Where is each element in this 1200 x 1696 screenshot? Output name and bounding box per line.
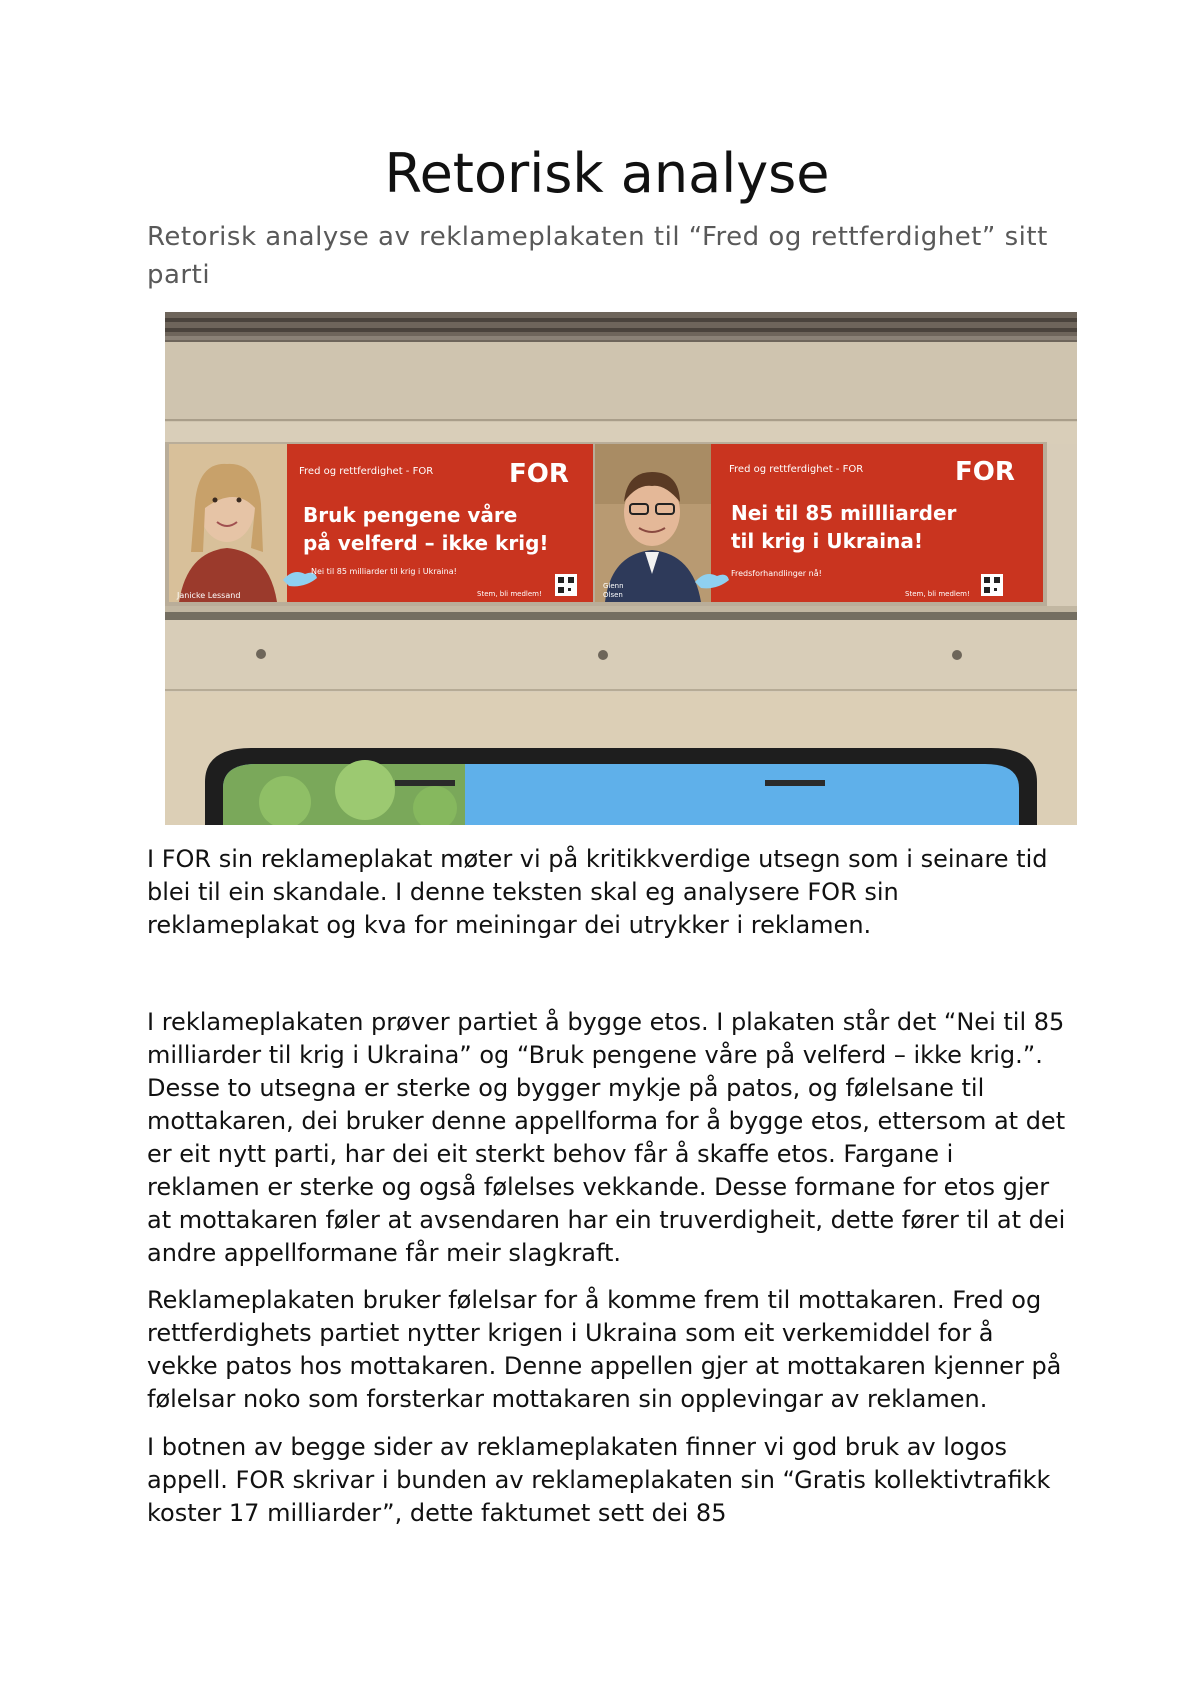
document-subtitle: Retorisk analyse av reklameplakaten til “Fred og rettferdighet” sitt parti [147,222,1048,290]
poster-right-headline-2: til krig i Ukraina! [731,529,923,553]
poster-left-small-line: Nei til 85 milliarder til krig i Ukraina! [311,567,457,576]
document-title: Retorisk analyse [384,142,830,205]
poster-right [595,444,1043,602]
poster-right-caption-2: Olsen [603,591,623,599]
poster-left-footer: Stem, bli medlem! [477,590,542,598]
screw-icon [598,650,608,660]
upper-panel [165,342,1077,422]
poster-right-small-line: Fredsforhandlinger nå! [731,569,822,578]
poster-right-logo: FOR [955,457,1015,487]
poster-left-headline-1: Bruk pengene våre [303,503,518,527]
paragraph-1: I FOR sin reklameplakat møter vi på kritikkverdige utsegn som i seinare tid blei til ein skandale. I denne teksten skal eg analysere FOR sin reklameplakat og kva for meiningar dei utrykker i reklamen. [147,845,1048,939]
poster-left-headline-2: på velferd – ikke krig! [303,531,549,555]
poster-left [169,444,593,602]
poster-photo [165,312,1077,825]
screw-icon [256,649,266,659]
paragraph-4: I botnen av begge sider av reklameplakaten finner vi god bruk av logos appell. FOR skrivar i bunden av reklameplakaten sin “Gratis kollektivtrafikk koster 17 milliarder”, dette faktumet sett dei 85 [147,1433,1051,1527]
paragraph-3: Reklameplakaten bruker følelsar for å komme frem til mottakaren. Fred og rettferdighets partiet nytter krigen i Ukraina som eit verkemiddel for å vekke patos hos mottakaren. Denne appellen gjer at mottakaren kjenner på følelsar noko som forsterkar mottakaren sin opplevingar av reklamen. [147,1286,1062,1413]
poster-left-party: Fred og rettferdighet - FOR [299,466,434,477]
poster-right-caption-1: Glenn [603,582,624,590]
lower-panel [165,620,1077,690]
window [205,748,1037,825]
poster-photo-illustration [165,312,1077,825]
poster-right-footer: Stem, bli medlem! [905,590,970,598]
screw-icon [952,650,962,660]
paragraph-2: I reklameplakaten prøver partiet å bygge etos. I plakaten står det “Nei til 85 milliarder til krig i Ukraina” og “Bruk pengene våre på velferd – ikke krig.”. Desse to utsegna er sterke og bygger mykje på patos, og følelsane til mottakaren, dei bruker denne appellforma for å bygge etos, ettersom at det er eit nytt parti, har dei eit sterkt behov får å skaffe etos. Fargane i reklamen er sterke og også følelses vekkande. Desse formane for etos gjer at mottakaren føler at avsendaren har ein truverdigheit, dette fører til at dei andre appellformane får meir slagkraft. [147,1008,1066,1267]
poster-left-logo: FOR [509,459,569,489]
poster-left-caption: Janicke Lessand [177,591,241,600]
poster-right-headline-1: Nei til 85 millliarder [731,501,957,525]
poster-right-party: Fred og rettferdighet - FOR [729,464,864,475]
